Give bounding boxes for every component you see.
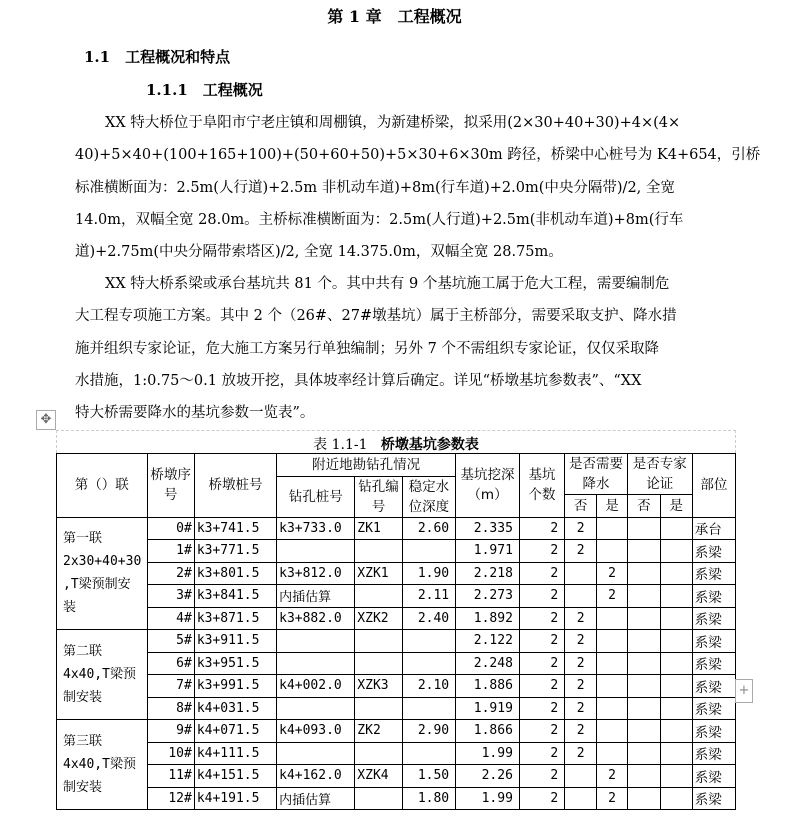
cell-dewater-yes: [597, 742, 628, 765]
cell-dewater-no: 2: [565, 540, 597, 563]
table-row: [57, 585, 736, 608]
cell-drill-code: [355, 630, 402, 653]
cell-pier-station: k3+911.5: [194, 630, 276, 653]
cell-expert-no: [627, 697, 660, 720]
header-drill-group: 附近地勘钻孔情况: [277, 454, 456, 477]
cell-expert-no: [627, 742, 660, 765]
cell-pier-no: 3#: [147, 585, 194, 608]
cell-pier-no: 7#: [147, 675, 194, 698]
cell-expert-yes: [660, 585, 692, 608]
cell-pit-count: 2: [519, 742, 564, 765]
cell-pit-count: 2: [519, 562, 564, 585]
cell-dewater-no: 2: [565, 652, 597, 675]
cell-pier-no: 1#: [147, 540, 194, 563]
cell-expert-yes: [660, 675, 692, 698]
cell-dewater-yes: [597, 607, 628, 630]
cell-drill-code: ZK2: [355, 720, 402, 743]
cell-pit-depth: 2.122: [456, 630, 520, 653]
paragraph-line: 特大桥需要降水的基坑参数一览表”。: [75, 405, 315, 422]
cell-expert-yes: [660, 742, 692, 765]
table-row: [57, 540, 736, 563]
cell-pier-no: 10#: [147, 742, 194, 765]
cell-pier-station: k3+801.5: [194, 562, 276, 585]
header-lian: 第（）联: [57, 454, 148, 518]
cell-pit-depth: 1.866: [456, 720, 520, 743]
cell-expert-no: [627, 562, 660, 585]
cell-pier-station: k3+741.5: [194, 517, 276, 540]
cell-pit-count: 2: [519, 720, 564, 743]
cell-dewater-no: [565, 787, 597, 810]
cell-pit-count: 2: [519, 585, 564, 608]
cell-expert-no: [627, 652, 660, 675]
cell-lian-group: 第二联 4x40,T梁预 制安装: [57, 630, 148, 720]
cell-water-depth: 2.90: [402, 720, 456, 743]
header-pit-count: 基坑个数: [519, 454, 564, 518]
cell-part: 系梁: [692, 765, 735, 788]
header-part: 部位: [692, 454, 735, 518]
cell-part: 系梁: [692, 697, 735, 720]
cell-drill-code: [355, 540, 402, 563]
cell-dewater-yes: [597, 630, 628, 653]
cell-pier-station: k3+871.5: [194, 607, 276, 630]
cell-pier-no: 4#: [147, 607, 194, 630]
cell-water-depth: 2.60: [402, 517, 456, 540]
cell-drill-code: XZK3: [355, 675, 402, 698]
cell-pier-no: 9#: [147, 720, 194, 743]
cell-dewater-yes: 2: [597, 562, 628, 585]
cell-pier-station: k4+151.5: [194, 765, 276, 788]
cell-drill-station: k4+162.0: [277, 765, 355, 788]
section-heading-1-1-1: 1.1.1 工程概况: [146, 81, 263, 99]
cell-part: 系梁: [692, 675, 735, 698]
cell-part: 系梁: [692, 742, 735, 765]
cell-pier-no: 5#: [147, 630, 194, 653]
cell-dewater-yes: [597, 540, 628, 563]
cell-dewater-no: 2: [565, 675, 597, 698]
cell-pier-no: 6#: [147, 652, 194, 675]
cell-drill-station: 内插估算: [277, 787, 355, 810]
cell-pit-count: 2: [519, 675, 564, 698]
header-dewater-no: 否: [565, 495, 597, 518]
cell-expert-no: [627, 607, 660, 630]
cell-part: 系梁: [692, 787, 735, 810]
cell-dewater-no: [565, 585, 597, 608]
cell-drill-code: [355, 585, 402, 608]
table-caption-title: 桥墩基坑参数表: [380, 437, 479, 453]
cell-dewater-yes: [597, 720, 628, 743]
cell-part: 系梁: [692, 607, 735, 630]
cell-lian-group: 第一联 2x30+40+30 ,T梁预制安 装: [57, 517, 148, 630]
cell-pit-count: 2: [519, 540, 564, 563]
cell-expert-yes: [660, 517, 692, 540]
paragraph-line: 标准横断面为：2.5m(人行道)+2.5m 非机动车道)+8m(行车道)+2.0m(中央分隔带)/2, 全宽: [75, 179, 675, 196]
paragraph-pits: [75, 268, 719, 429]
table-row: [57, 742, 736, 765]
cell-drill-station: 内插估算: [277, 585, 355, 608]
cell-part: 系梁: [692, 720, 735, 743]
table-caption: [56, 434, 736, 454]
table-row: [57, 787, 736, 810]
cell-drill-station: [277, 697, 355, 720]
cell-expert-yes: [660, 607, 692, 630]
cell-water-depth: [402, 742, 456, 765]
cell-dewater-no: 2: [565, 697, 597, 720]
cell-dewater-yes: [597, 652, 628, 675]
cell-dewater-no: [565, 562, 597, 585]
cell-water-depth: 2.11: [402, 585, 456, 608]
cell-pier-station: k3+951.5: [194, 652, 276, 675]
paragraph-overview: [75, 107, 761, 268]
cell-expert-yes: [660, 630, 692, 653]
paragraph-line: 施并组织专家论证，危大施工方案另行单独编制；另外 7 个不需组织专家论证，仅仅采取降: [75, 340, 659, 357]
cell-drill-code: [355, 697, 402, 720]
cell-expert-no: [627, 720, 660, 743]
paragraph-line: XX 特大桥系梁或承台基坑共 81 个。其中共有 9 个基坑施工属于危大工程，需要编制危: [105, 276, 670, 292]
cell-water-depth: [402, 540, 456, 563]
table-row: [57, 652, 736, 675]
cell-drill-station: [277, 540, 355, 563]
paragraph-line: 40)+5×40+(100+165+100)+(50+60+50)+5×30+6×30m 跨径，桥梁中心桩号为 K4+654，引桥: [75, 147, 761, 164]
cell-expert-yes: [660, 540, 692, 563]
cell-pier-no: 11#: [147, 765, 194, 788]
cell-pit-count: 2: [519, 607, 564, 630]
cell-pier-station: k4+191.5: [194, 787, 276, 810]
cell-pier-station: k4+031.5: [194, 697, 276, 720]
cell-pier-station: k3+771.5: [194, 540, 276, 563]
cell-drill-station: k3+882.0: [277, 607, 355, 630]
cell-expert-no: [627, 765, 660, 788]
cell-pier-station: k3+841.5: [194, 585, 276, 608]
cell-expert-yes: [660, 562, 692, 585]
cell-pit-depth: 2.335: [456, 517, 520, 540]
cell-dewater-no: [565, 765, 597, 788]
cell-expert-no: [627, 585, 660, 608]
cell-dewater-no: 2: [565, 630, 597, 653]
cell-lian-group: 第三联 4x40,T梁预 制安装: [57, 720, 148, 810]
paragraph-line: 大工程专项施工方案。其中 2 个（26#、27#墩基坑）属于主桥部分，需要采取支护、降水措: [75, 308, 677, 325]
cell-dewater-no: 2: [565, 607, 597, 630]
table-row: [57, 517, 736, 540]
cell-expert-no: [627, 787, 660, 810]
cell-dewater-yes: [597, 517, 628, 540]
header-expert-yes: 是: [660, 495, 692, 518]
header-water-depth: 稳定水位深度: [402, 476, 456, 517]
cell-expert-no: [627, 517, 660, 540]
cell-pit-count: 2: [519, 630, 564, 653]
header-pier-no: 桥墩序号: [147, 454, 194, 518]
cell-water-depth: [402, 697, 456, 720]
table-row: [57, 697, 736, 720]
cell-pit-count: 2: [519, 517, 564, 540]
cell-pit-depth: 2.218: [456, 562, 520, 585]
cell-pit-count: 2: [519, 697, 564, 720]
cell-water-depth: 1.90: [402, 562, 456, 585]
cell-pier-no: 12#: [147, 787, 194, 810]
table-row: [57, 765, 736, 788]
paragraph-line: XX 特大桥位于阜阳市宁老庄镇和周棚镇，为新建桥梁，拟采用(2×30+40+30)+4×(4×: [105, 115, 681, 131]
cell-pit-depth: 1.99: [456, 742, 520, 765]
cell-part: 系梁: [692, 585, 735, 608]
header-dewater: 是否需要降水: [565, 454, 628, 495]
header-drill-code: 钻孔编号: [355, 476, 402, 517]
cell-drill-station: k4+093.0: [277, 720, 355, 743]
table-row: [57, 720, 736, 743]
cell-drill-code: XZK4: [355, 765, 402, 788]
header-pit-depth: 基坑挖深（m）: [456, 454, 520, 518]
paragraph-line: 14.0m，双幅全宽 28.0m。主桥标准横断面为：2.5m(人行道)+2.5m(非机动车道)+8m(行车: [75, 211, 684, 228]
cell-drill-code: [355, 742, 402, 765]
cell-pit-depth: 1.919: [456, 697, 520, 720]
cell-pit-depth: 2.26: [456, 765, 520, 788]
cell-water-depth: [402, 652, 456, 675]
cell-water-depth: 2.10: [402, 675, 456, 698]
header-expert: 是否专家论证: [627, 454, 692, 495]
cell-pit-count: 2: [519, 787, 564, 810]
cell-pit-count: 2: [519, 765, 564, 788]
cell-pit-depth: 2.248: [456, 652, 520, 675]
chapter-title: 第 1 章 工程概况: [327, 7, 462, 26]
cell-part: 系梁: [692, 652, 735, 675]
cell-expert-yes: [660, 787, 692, 810]
cell-drill-code: [355, 787, 402, 810]
cell-dewater-no: 2: [565, 742, 597, 765]
cell-drill-code: [355, 652, 402, 675]
cell-water-depth: 1.80: [402, 787, 456, 810]
cell-water-depth: [402, 630, 456, 653]
cell-water-depth: 2.40: [402, 607, 456, 630]
cell-dewater-yes: 2: [597, 585, 628, 608]
cell-dewater-yes: [597, 697, 628, 720]
cell-expert-no: [627, 540, 660, 563]
table-row: [57, 562, 736, 585]
cell-pit-depth: 1.892: [456, 607, 520, 630]
cell-pier-no: 8#: [147, 697, 194, 720]
cell-part: 系梁: [692, 630, 735, 653]
cell-pier-station: k4+071.5: [194, 720, 276, 743]
cell-drill-station: [277, 630, 355, 653]
table-row: [57, 607, 736, 630]
table-caption-number: 表 1.1-1: [313, 437, 368, 453]
table-row: [57, 675, 736, 698]
cell-drill-station: k3+812.0: [277, 562, 355, 585]
cell-dewater-no: 2: [565, 517, 597, 540]
cell-expert-no: [627, 675, 660, 698]
cell-part: 承台: [692, 517, 735, 540]
cell-drill-station: k4+002.0: [277, 675, 355, 698]
cell-dewater-yes: [597, 675, 628, 698]
header-pier-station: 桥墩桩号: [194, 454, 276, 518]
cell-drill-code: ZK1: [355, 517, 402, 540]
cell-part: 系梁: [692, 562, 735, 585]
cell-part: 系梁: [692, 540, 735, 563]
cell-pier-station: k4+111.5: [194, 742, 276, 765]
cell-expert-yes: [660, 652, 692, 675]
cell-pier-no: 0#: [147, 517, 194, 540]
cell-pit-depth: 2.273: [456, 585, 520, 608]
cell-expert-yes: [660, 720, 692, 743]
cell-pier-no: 2#: [147, 562, 194, 585]
table-row: [57, 630, 736, 653]
cell-pit-depth: 1.971: [456, 540, 520, 563]
cell-pit-depth: 1.99: [456, 787, 520, 810]
cell-pier-station: k3+991.5: [194, 675, 276, 698]
header-expert-no: 否: [627, 495, 660, 518]
cell-expert-no: [627, 630, 660, 653]
section-heading-1-1: 1.1 工程概况和特点: [84, 48, 231, 66]
cell-expert-yes: [660, 765, 692, 788]
paragraph-line: 水措施，1:0.75～0.1 放坡开挖，具体坡率经计算后确定。详见“桥墩基坑参数表”、“XX: [75, 372, 642, 389]
header-dewater-yes: 是: [597, 495, 628, 518]
cell-pit-depth: 1.886: [456, 675, 520, 698]
cell-drill-code: XZK2: [355, 607, 402, 630]
cell-dewater-yes: 2: [597, 787, 628, 810]
cell-drill-station: [277, 742, 355, 765]
cell-drill-code: XZK1: [355, 562, 402, 585]
cell-dewater-yes: 2: [597, 765, 628, 788]
paragraph-line: 道)+2.75m(中央分隔带索塔区)/2, 全宽 14.375.0m，双幅全宽 28.75m。: [75, 244, 563, 261]
cell-water-depth: 1.50: [402, 765, 456, 788]
cell-pit-count: 2: [519, 652, 564, 675]
cell-drill-station: [277, 652, 355, 675]
header-drill-station: 钻孔桩号: [277, 476, 355, 517]
table-move-handle-icon[interactable]: ✥: [36, 410, 56, 430]
pier-pit-parameter-table: [56, 453, 736, 810]
cell-expert-yes: [660, 697, 692, 720]
cell-dewater-no: 2: [565, 720, 597, 743]
add-column-icon[interactable]: +: [735, 679, 753, 703]
cell-drill-station: k3+733.0: [277, 517, 355, 540]
